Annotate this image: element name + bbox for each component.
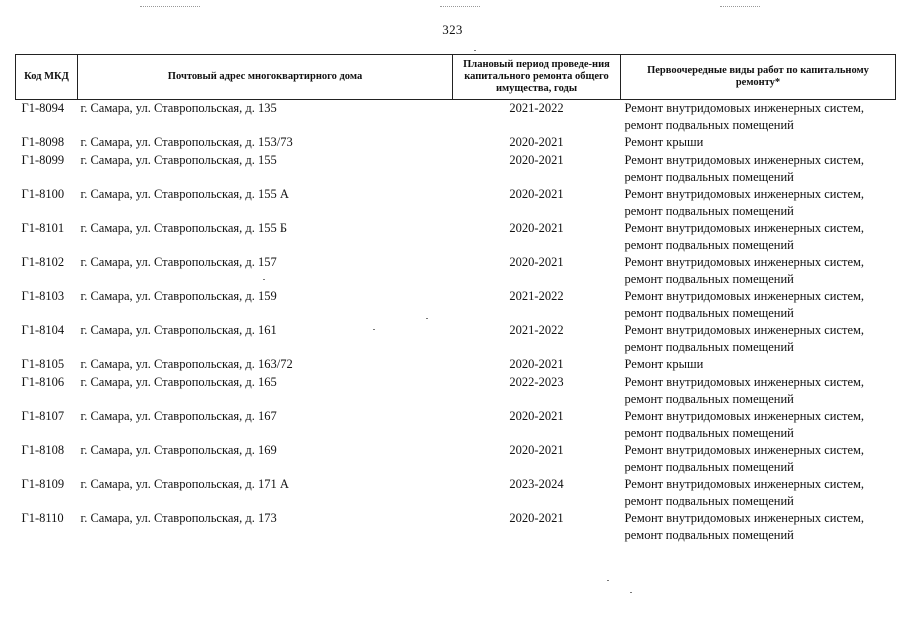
cell-works: Ремонт внутридомовых инженерных систем, ремонт подвальных помещений <box>624 409 865 440</box>
scan-speck <box>474 50 476 51</box>
cell-period: 2021-2022 <box>509 289 564 303</box>
cell-address: г. Самара, ул. Ставропольская, д. 171 А <box>80 477 289 491</box>
header-period: Плановый период проведе-ния капитального ремонта общего имущества, годы <box>453 55 621 100</box>
table-row <box>16 186 896 220</box>
page-number: 323 <box>442 22 463 37</box>
cell-period: 2021-2022 <box>509 323 564 337</box>
cell-works: Ремонт внутридомовых инженерных систем, ремонт подвальных помещений <box>624 153 865 184</box>
cell-works: Ремонт внутридомовых инженерных систем, ремонт подвальных помещений <box>624 289 865 320</box>
cell-code: Г1-8094 <box>21 101 65 115</box>
cell-address: г. Самара, ул. Ставропольская, д. 155 <box>80 153 277 167</box>
table-row <box>16 374 896 408</box>
cell-period: 2022-2023 <box>509 375 564 389</box>
cell-code: Г1-8104 <box>21 323 65 337</box>
scan-speck <box>373 329 375 330</box>
cell-period: 2020-2021 <box>509 221 564 235</box>
cell-address: г. Самара, ул. Ставропольская, д. 161 <box>80 323 277 337</box>
cell-address: г. Самара, ул. Ставропольская, д. 155 А <box>80 187 289 201</box>
cell-works: Ремонт внутридомовых инженерных систем, ремонт подвальных помещений <box>624 221 865 252</box>
cell-code: Г1-8109 <box>21 477 65 491</box>
cell-code: Г1-8105 <box>21 357 65 371</box>
cell-code: Г1-8100 <box>21 187 65 201</box>
cell-code: Г1-8103 <box>21 289 65 303</box>
cell-period: 2023-2024 <box>509 477 564 491</box>
cell-works: Ремонт крыши <box>624 135 704 149</box>
cell-code: Г1-8098 <box>21 135 65 149</box>
scan-artifacts <box>0 6 905 10</box>
scan-speck <box>607 580 609 581</box>
table-row <box>16 134 896 152</box>
table-row <box>16 476 896 510</box>
header-row <box>16 55 896 100</box>
table-row <box>16 442 896 476</box>
cell-works: Ремонт крыши <box>624 357 704 371</box>
cell-period: 2020-2021 <box>509 357 564 371</box>
cell-address: г. Самара, ул. Ставропольская, д. 135 <box>80 101 277 115</box>
cell-works: Ремонт внутридомовых инженерных систем, ремонт подвальных помещений <box>624 375 865 406</box>
header-code: Код МКД <box>16 55 78 100</box>
cell-address: г. Самара, ул. Ставропольская, д. 159 <box>80 289 277 303</box>
cell-address: г. Самара, ул. Ставропольская, д. 173 <box>80 511 277 525</box>
table-row <box>16 510 896 544</box>
cell-address: г. Самара, ул. Ставропольская, д. 153/73 <box>80 135 293 149</box>
cell-period: 2020-2021 <box>509 135 564 149</box>
cell-address: г. Самара, ул. Ставропольская, д. 165 <box>80 375 277 389</box>
cell-works: Ремонт внутридомовых инженерных систем, ремонт подвальных помещений <box>624 255 865 286</box>
cell-code: Г1-8106 <box>21 375 65 389</box>
header-address: Почтовый адрес многоквартирного дома <box>78 55 453 100</box>
cell-code: Г1-8107 <box>21 409 65 423</box>
scan-speck <box>426 318 428 319</box>
register-table <box>15 54 896 544</box>
table-row <box>16 152 896 186</box>
table-body <box>16 100 896 545</box>
cell-works: Ремонт внутридомовых инженерных систем, ремонт подвальных помещений <box>624 511 865 542</box>
cell-address: г. Самара, ул. Ставропольская, д. 169 <box>80 443 277 457</box>
scan-mark <box>140 6 200 9</box>
cell-address: г. Самара, ул. Ставропольская, д. 167 <box>80 409 277 423</box>
cell-works: Ремонт внутридомовых инженерных систем, ремонт подвальных помещений <box>624 443 865 474</box>
table-row <box>16 408 896 442</box>
cell-address: г. Самара, ул. Ставропольская, д. 157 <box>80 255 277 269</box>
table-row <box>16 356 896 374</box>
table-row <box>16 322 896 356</box>
cell-code: Г1-8099 <box>21 153 65 167</box>
cell-address: г. Самара, ул. Ставропольская, д. 163/72 <box>80 357 293 371</box>
header-works: Первоочередные виды работ по капитальному ремонту* <box>621 55 896 100</box>
table-row <box>16 254 896 288</box>
cell-period: 2020-2021 <box>509 255 564 269</box>
cell-code: Г1-8110 <box>21 511 64 525</box>
table-header <box>16 55 896 100</box>
table-row <box>16 220 896 254</box>
cell-works: Ремонт внутридомовых инженерных систем, ремонт подвальных помещений <box>624 101 865 132</box>
scan-speck <box>630 592 632 593</box>
cell-code: Г1-8108 <box>21 443 65 457</box>
cell-address: г. Самара, ул. Ставропольская, д. 155 Б <box>80 221 288 235</box>
cell-period: 2020-2021 <box>509 409 564 423</box>
cell-works: Ремонт внутридомовых инженерных систем, ремонт подвальных помещений <box>624 477 865 508</box>
cell-period: 2020-2021 <box>509 187 564 201</box>
cell-period: 2020-2021 <box>509 511 564 525</box>
cell-works: Ремонт внутридомовых инженерных систем, ремонт подвальных помещений <box>624 323 865 354</box>
cell-period: 2020-2021 <box>509 443 564 457</box>
table-row <box>16 100 896 135</box>
cell-code: Г1-8101 <box>21 221 65 235</box>
cell-code: Г1-8102 <box>21 255 65 269</box>
table-row <box>16 288 896 322</box>
cell-works: Ремонт внутридомовых инженерных систем, ремонт подвальных помещений <box>624 187 865 218</box>
scan-speck <box>263 279 265 280</box>
scan-mark <box>440 6 480 9</box>
scan-mark <box>720 6 760 9</box>
cell-period: 2021-2022 <box>509 101 564 115</box>
cell-period: 2020-2021 <box>509 153 564 167</box>
